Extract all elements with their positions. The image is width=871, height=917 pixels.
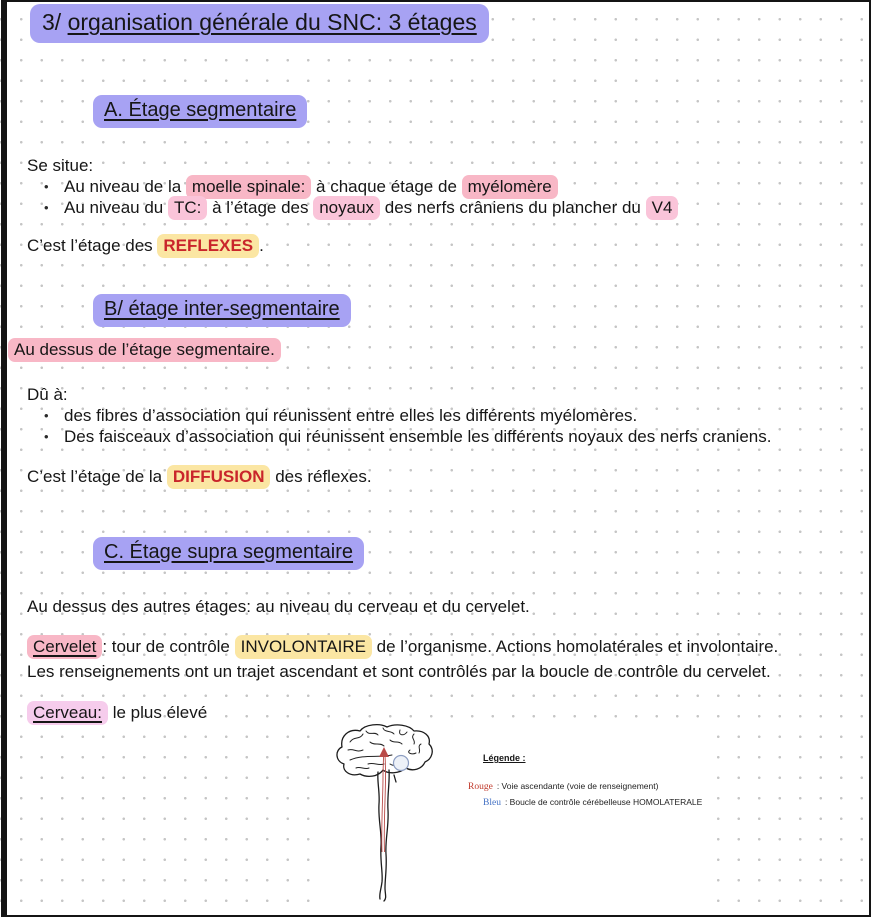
page-border-top [1, 0, 871, 2]
text-run: des réflexes. [270, 467, 372, 486]
text-run: des nerfs crâniens du plancher du [380, 198, 646, 217]
title-text: organisation générale du SNC: 3 étages [67, 9, 477, 35]
text-run: . [259, 236, 264, 255]
section-c-note: Au dessus des autres étages: au niveau du cerveau et du cervelet. [27, 597, 530, 616]
page-border-left [1, 0, 7, 917]
legend-title: Légende : [483, 753, 526, 763]
text-run: : tour de contrôle [102, 637, 235, 656]
legend-item-rouge [468, 781, 658, 792]
highlight-diffusion: DIFFUSION [167, 465, 271, 489]
text-run: à l’étage des [207, 198, 314, 217]
legend-text-rouge: : Voie ascendante (voie de renseignement) [496, 781, 659, 791]
legend-label-bleu: Bleu [483, 798, 501, 808]
text-run: Au niveau du [64, 198, 168, 217]
section-c-heading: C. Étage supra segmentaire [93, 537, 364, 570]
section-b-bullet-1 [44, 405, 637, 426]
section-b-heading: B/ étage inter-segmentaire [93, 294, 351, 327]
cerveau-line [27, 702, 207, 723]
brain-spinal-cord-drawing [330, 722, 445, 905]
bullet-icon: • [44, 200, 49, 215]
highlight-moelle-spinale: moelle spinale: [186, 175, 311, 199]
section-b-conclusion [27, 466, 372, 487]
section-b-intro: Dû à: [27, 385, 68, 404]
highlight-cerveau: Cerveau: [27, 701, 108, 725]
highlight-myelomere: myélomère [462, 175, 558, 199]
section-a-bullet-1 [44, 176, 558, 197]
section-b-note [8, 339, 281, 360]
cervelet-line-2: Les renseignements ont un trajet ascendant et sont contrôlés par la boucle de contrôle du cervelet. [27, 662, 771, 681]
highlight-reflexes: REFLEXES [157, 234, 259, 258]
section-b-bullet-2 [44, 426, 771, 447]
section-a-bullet-2 [44, 197, 678, 218]
bullet-icon: • [44, 179, 49, 194]
page-title [30, 4, 489, 43]
brain-figure [312, 720, 716, 908]
text-run: Au niveau de la [64, 177, 186, 196]
text-run: C’est l’étage de la [27, 467, 167, 486]
section-a-intro: Se situe: [27, 156, 94, 175]
title-number: 3/ [42, 9, 68, 35]
text-run: à chaque étage de [311, 177, 462, 196]
spinal-cord-right-edge [384, 770, 389, 901]
highlight-tc: TC: [168, 196, 207, 220]
highlight-au-dessus-segmentaire: Au dessus de l’étage segmentaire. [8, 338, 281, 362]
highlight-noyaux: noyaux [313, 196, 380, 220]
text-run: le plus élevé [107, 703, 208, 722]
text-run: C’est l’étage des [27, 236, 158, 255]
text-run: Des faisceaux d’association qui réunissent ensemble les différents noyaux des nerfs craniens. [64, 427, 772, 446]
highlight-cervelet: Cervelet [27, 635, 102, 659]
highlight-involontaire: INVOLONTAIRE [235, 635, 372, 659]
highlight-v4: V4 [646, 196, 679, 220]
bullet-icon: • [44, 408, 49, 423]
legend-label-rouge: Rouge [468, 782, 493, 792]
cervelet-line-1 [27, 636, 778, 657]
text-run: de l’organisme. Actions homolatérales et involontaire. [371, 637, 779, 656]
section-a-conclusion [27, 235, 264, 256]
section-a-heading: A. Étage segmentaire [93, 95, 307, 128]
cerebellum-circle [394, 756, 409, 771]
cord-detail-stroke [394, 775, 396, 782]
text-run: des fibres d’association qui réunissent entre elles les différents myélomères. [64, 406, 638, 425]
legend-text-bleu: : Boucle de contrôle cérébelleuse HOMOLATERALE [504, 797, 703, 807]
bullet-icon: • [44, 429, 49, 444]
legend-item-bleu [483, 797, 702, 808]
